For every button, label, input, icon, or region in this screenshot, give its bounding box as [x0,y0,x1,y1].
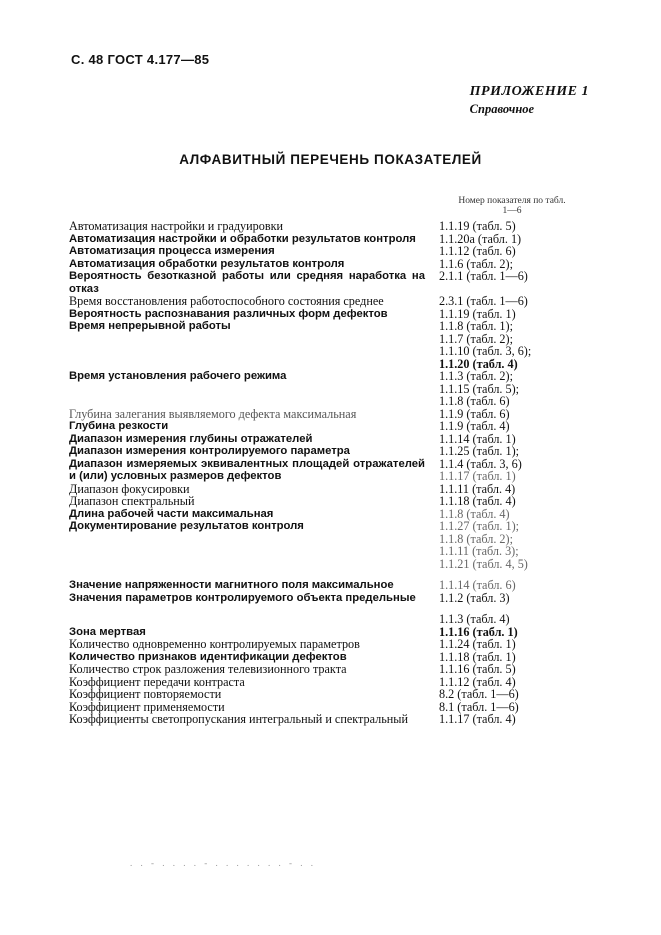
term: Количество одновременно контролируемых параметров [69,637,360,651]
appendix-subtitle: Справочное [469,102,535,116]
list-item [69,295,589,308]
ref: 2.3.1 (табл. 1—6) [439,294,528,308]
ref: 1.1.25 (табл. 1); [439,444,520,458]
term: Время установления рабочего режима [69,370,287,382]
ref: 1.1.3 (табл. 2); [439,369,513,383]
ref: 1.1.27 (табл. 1); [439,519,520,533]
refs [439,579,516,592]
ref: 1.1.8 (табл. 6) [439,394,510,408]
ref: 1.1.15 (табл. 5); [439,381,520,396]
term: Автоматизация процесса измерения [69,245,275,257]
term: Глубина резкости [69,420,169,432]
term: Значение напряженности магнитного поля максимальное [69,579,394,591]
ref: 2.1.1 (табл. 1—6) [439,269,528,283]
term: Коэффициент передачи контраста [69,674,245,689]
list-item [69,713,589,726]
list-item [69,688,589,701]
term: Диапазон измеряемых эквивалентных площадей отражателей и (или) условных размеров дефектов [69,457,425,482]
column-header-line2: 1—6 [502,206,522,216]
ref: 1.1.16 (табл. 5) [439,662,516,676]
list-item [69,638,589,651]
list-item [69,663,589,676]
term: Коэффициенты светопропускания интегральный и спектральный [69,712,408,726]
term: Длина рабочей части максимальная [69,507,274,520]
term: Автоматизация настройки и обработки результатов контроля [69,232,416,245]
list-item [69,579,589,592]
ref: 1.1.8 (табл. 2); [439,531,513,546]
term: Коэффициент повторяемости [69,687,222,701]
ref: 1.1.3 (табл. 4) [439,612,510,626]
refs [439,663,516,676]
refs [439,688,519,701]
ref: 1.1.14 (табл. 6) [439,578,516,592]
appendix-label [470,84,589,117]
ref: 1.1.8 (табл. 4) [439,506,510,521]
term: Автоматизация обработки результатов контроля [69,257,345,270]
column-header-line1: Номер показателя по табл. [458,196,566,206]
term: Глубина залегания выявляемого дефекта максимальная [69,406,357,421]
refs [439,520,528,570]
ref: 1.1.2 (табл. 3) [439,590,510,605]
term: Зона мертвая [69,625,146,638]
refs [439,638,516,651]
term: Коэффициент применяемости [69,699,225,714]
term: Время восстановления работоспособного состояния среднее [69,294,384,308]
ref: 1.1.9 (табл. 6) [439,406,510,421]
ref: 1.1.18 (табл. 1) [439,649,516,664]
ref: 1.1.8 (табл. 1); [439,319,513,333]
refs [439,220,516,233]
refs [439,245,516,258]
ref: 1.1.7 (табл. 2); [439,331,513,346]
list-item [69,270,589,295]
ref: 1.1.14 (табл. 1) [439,431,516,446]
term: Диапазон измерения глубины отражателей [69,432,313,445]
ref: 1.1.10 (табл. 3, 6); [439,344,532,358]
refs [439,458,522,483]
term: Диапазон измерения контролируемого параметра [69,445,350,457]
term: Количество признаков идентификации дефектов [69,650,347,663]
term: Время непрерывной работы [69,320,231,332]
term: Значения параметров контролируемого объекта предельные [69,591,416,604]
ref: 1.1.21 (табл. 4, 5) [439,556,528,571]
list-item [69,458,589,483]
ref: 1.1.12 (табл. 6) [439,244,516,258]
list-item [69,445,589,458]
list-item [69,520,589,570]
ref: 1.1.9 (табл. 4) [439,419,510,433]
list-item [69,420,589,433]
ref: 8.1 (табл. 1—6) [439,699,519,714]
term: Количество строк разложения телевизионного тракта [69,662,347,676]
column-header [432,196,592,216]
refs [439,445,519,458]
refs [439,495,516,508]
ref: 1.1.20 (табл. 4) [439,356,518,371]
refs [439,320,531,370]
ref: 1.1.19 (табл. 1) [439,306,516,321]
list-item [69,370,589,408]
scan-artifact-dots: . . - . . . . - . . . . . . . - . . [130,858,316,868]
term: Вероятность безотказной работы или средняя наработка на отказ [69,270,425,295]
term: Диапазон спектральный [69,494,195,508]
refs [439,295,528,308]
ref: 1.1.20а (табл. 1) [439,231,522,246]
list-item [69,220,589,233]
ref: 8.2 (табл. 1—6) [439,687,519,701]
document-title: АЛФАВИТНЫЙ ПЕРЕЧЕНЬ ПОКАЗАТЕЛЕЙ [179,152,482,167]
appendix-title: ПРИЛОЖЕНИЕ 1 [469,84,589,99]
ref: 1.1.18 (табл. 4) [439,494,516,508]
list-item [69,592,589,626]
refs [439,270,528,283]
list-item [69,495,589,508]
ref: 1.1.6 (табл. 2); [439,256,513,271]
term: Документирование результатов контроля [69,520,304,532]
refs [439,370,519,408]
index-list [69,220,589,726]
list-item [69,320,589,370]
list-item [69,245,589,258]
list-item [69,408,589,421]
refs [439,420,510,433]
term: Вероятность распознавания различных форм дефектов [69,307,388,320]
refs [439,713,516,726]
term: Диапазон фокусировки [69,481,190,496]
ref: 1.1.12 (табл. 4) [439,674,516,689]
ref: 1.1.17 (табл. 1) [439,469,516,483]
ref: 1.1.19 (табл. 5) [439,219,516,233]
ref: 1.1.16 (табл. 1) [439,624,518,639]
ref: 1.1.4 (табл. 3, 6) [439,456,522,471]
page-header: С. 48 ГОСТ 4.177—85 [71,52,210,67]
ref: 1.1.11 (табл. 4) [439,481,516,496]
ref: 1.1.17 (табл. 4) [439,712,516,726]
ref: 1.1.24 (табл. 1) [439,637,516,651]
refs [439,592,510,626]
ref: 1.1.11 (табл. 3); [439,544,519,558]
term: Автоматизация настройки и градуировки [69,219,284,233]
